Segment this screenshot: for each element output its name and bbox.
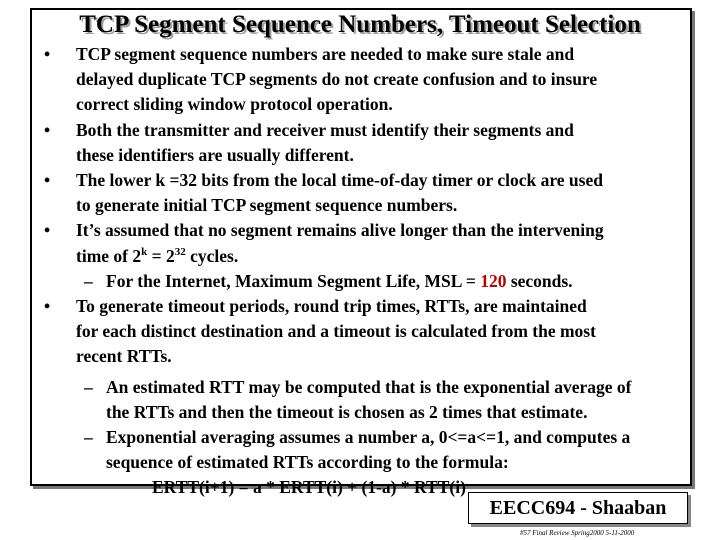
dash-marker: –: [84, 427, 93, 448]
bullet-line: Exponential averaging assumes a number a, 0<=a<=1, and computes a: [106, 427, 631, 448]
bullet-marker: •: [44, 296, 51, 317]
exponent: 32: [174, 245, 186, 258]
bullet-marker: •: [44, 170, 51, 191]
msl-value: 120: [480, 270, 507, 291]
bullet-line: correct sliding window protocol operation.: [76, 94, 393, 115]
bullet-marker: •: [44, 220, 51, 241]
slide-content: [0, 42, 720, 501]
bullet-line: delayed duplicate TCP segments do not create confusion and to insure: [76, 69, 598, 90]
exponent: k: [141, 245, 148, 258]
bullet-line: sequence of estimated RTTs according to the formula:: [106, 452, 509, 473]
footer-note: #57 Final Review Spring2000 5-11-2000: [520, 529, 635, 537]
bullet-item: [0, 118, 690, 168]
sub-bullet-item: [0, 425, 690, 475]
sub-bullet-item: [0, 269, 690, 294]
bullet-line: recent RTTs.: [76, 346, 172, 367]
slide-title: TCP Segment Sequence Numbers, Timeout Selection: [79, 11, 641, 38]
bullet-line: Both the transmitter and receiver must identify their segments and: [76, 119, 574, 140]
bullet-line: The lower k =32 bits from the local time-of-day timer or clock are used: [76, 170, 603, 191]
bullet-item: [0, 218, 690, 268]
bullet-line: An estimated RTT may be computed that is the exponential average of: [106, 376, 632, 397]
bullet-item: [0, 42, 690, 118]
text-run: For the Internet, Maximum Segment Life, MSL =: [106, 270, 481, 291]
bullet-line: To generate timeout periods, round trip times, RTTs, are maintained: [76, 296, 587, 317]
bullet-marker: •: [44, 119, 51, 140]
text-run: seconds.: [506, 270, 573, 291]
text-run: cycles.: [185, 245, 239, 266]
dash-marker: –: [84, 270, 93, 291]
bullet-line: these identifiers are usually different.: [76, 144, 354, 165]
bullet-line: [106, 269, 690, 294]
text-run: time of 2: [76, 245, 142, 266]
dash-marker: –: [84, 376, 93, 397]
bullet-line: It’s assumed that no segment remains alive longer than the intervening: [76, 220, 604, 241]
bullet-item: [0, 294, 690, 370]
ertt-formula: ERTT(i+1) = a * ERTT(i) + (1-a) * RTT(i): [152, 477, 466, 498]
bullet-line: TCP segment sequence numbers are needed to make sure stale and: [76, 44, 575, 64]
sub-bullet-item: [0, 375, 690, 425]
bullet-item: [0, 168, 690, 218]
course-badge: EECC694 - Shaaban: [468, 492, 688, 524]
bullet-line: to generate initial TCP segment sequence numbers.: [76, 195, 458, 216]
bullet-marker: •: [44, 44, 51, 64]
bullet-line: the RTTs and then the timeout is chosen as 2 times that estimate.: [106, 401, 588, 422]
text-run: = 2: [147, 245, 175, 266]
bullet-line: for each distinct destination and a timeout is calculated from the most: [76, 321, 596, 342]
bullet-line: [76, 244, 690, 269]
